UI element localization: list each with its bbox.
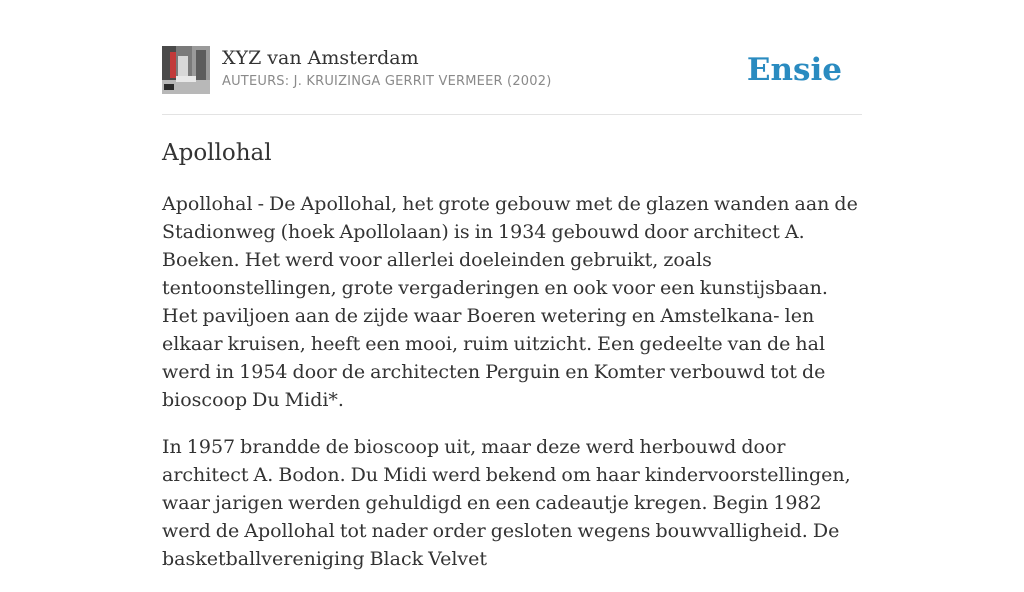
source-title[interactable]: XYZ van Amsterdam [222, 47, 419, 69]
source-authors: AUTEURS: J. KRUIZINGA GERRIT VERMEER (2002) [222, 74, 552, 89]
book-cover-photo-icon[interactable] [162, 46, 210, 94]
entry-title: Apollohal [162, 140, 272, 166]
source-header [162, 46, 862, 115]
ensie-logo[interactable]: Ensie [746, 52, 842, 88]
entry-paragraph: Apollohal - De Apollohal, het grote gebouw met de glazen wanden aan de Stadionweg (hoek Apollolaan) is in 1934 gebouwd door architect A. Boeken. Het werd voor allerlei doeleinden gebruikt, zoals tentoonstellingen, grote vergaderingen en ook voor een kunstijsbaan. Het paviljoen aan de zijde waar Boeren wetering en Amstelkana- len elkaar kruisen, heeft een mooi, ruim uitzicht. Een gedeelte van de hal werd in 1954 door de architecten Perguin en Komter verbouwd tot de bioscoop Du Midi*. [162, 193, 858, 411]
entry-body [162, 190, 862, 592]
entry-paragraph: In 1957 brandde de bioscoop uit, maar deze werd herbouwd door architect A. Bodon. Du Midi werd bekend om haar kindervoorstellingen, waar jarigen werden gehuldigd en een cadeautje kregen. Begin 1982 werd de Apollohal tot nader order gesloten wegens bouwvalligheid. De basketballvereniging Black Velvet [162, 436, 851, 570]
